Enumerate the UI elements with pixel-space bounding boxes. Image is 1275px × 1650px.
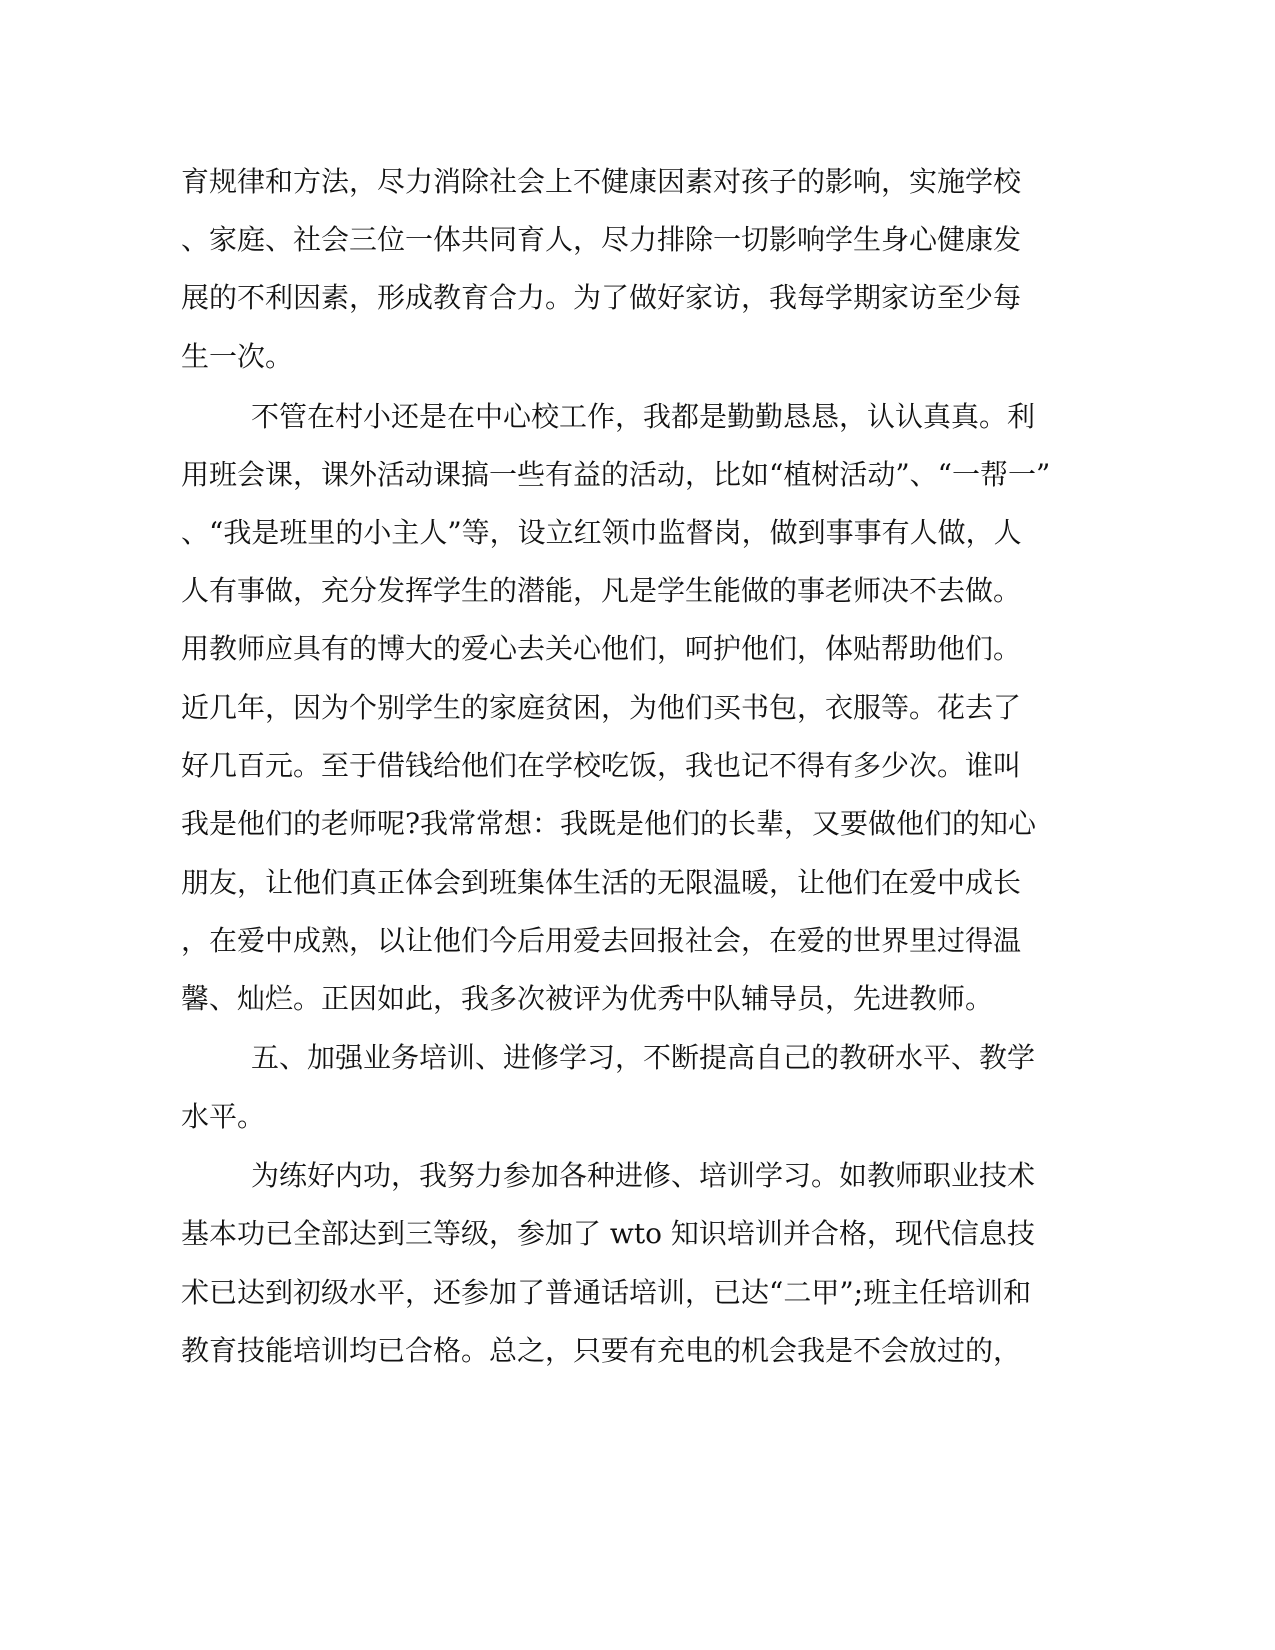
- text-line-14: ，在爱中成熟，以让他们今后用爱去回报社会，在爱的世界里过得温: [181, 924, 1022, 957]
- text-line-13: 朋友，让他们真正体会到班集体生活的无限温暖，让他们在爱中成长: [181, 866, 1022, 899]
- text-line-1: 育规律和方法，尽力消除社会上不健康因素对孩子的影响，实施学校: [181, 165, 1022, 198]
- paragraph-start-2: 为练好内功，我努力参加各种进修、培训学习。如教师职业技术: [251, 1159, 1036, 1192]
- text-line-2: 、家庭、社会三位一体共同育人，尽力排除一切影响学生身心健康发: [181, 223, 1022, 256]
- text-line-3: 展的不利因素，形成教育合力。为了做好家访，我每学期家访至少每: [181, 281, 1022, 314]
- section-heading-5-cont: 水平。: [181, 1100, 266, 1133]
- text-line-12: 我是他们的老师呢?我常常想：我既是他们的长辈，又要做他们的知心: [181, 807, 1037, 840]
- text-line-21: 教育技能培训均已合格。总之，只要有充电的机会我是不会放过的，: [181, 1334, 1022, 1367]
- text-line-6: 用班会课，课外活动课搞一些有益的活动，比如“植树活动”、“一帮一”: [181, 458, 1051, 491]
- section-heading-5: 五、加强业务培训、进修学习，不断提高自己的教研水平、教学: [251, 1041, 1036, 1074]
- text-line-10: 近几年，因为个别学生的家庭贫困，为他们买书包，衣服等。花去了: [181, 691, 1022, 724]
- text-line-11: 好几百元。至于借钱给他们在学校吃饭，我也记不得有多少次。谁叫: [181, 749, 1022, 782]
- text-line-19: 基本功已全部达到三等级，参加了 wto 知识培训并合格，现代信息技: [181, 1217, 1035, 1250]
- text-line-4: 生一次。: [181, 340, 294, 373]
- text-line-15: 馨、灿烂。正因如此，我多次被评为优秀中队辅导员，先进教师。: [181, 982, 994, 1015]
- text-line-9: 用教师应具有的博大的爱心去关心他们，呵护他们，体贴帮助他们。: [181, 632, 1022, 665]
- paragraph-start-1: 不管在村小还是在中心校工作，我都是勤勤恳恳，认认真真。利: [251, 400, 1036, 433]
- text-line-8: 人有事做，充分发挥学生的潜能，凡是学生能做的事老师决不去做。: [181, 574, 1022, 607]
- text-line-7: 、“我是班里的小主人”等，设立红领巾监督岗，做到事事有人做，人: [181, 516, 1022, 549]
- text-line-20: 术已达到初级水平，还参加了普通话培训，已达“二甲”;班主任培训和: [181, 1276, 1032, 1309]
